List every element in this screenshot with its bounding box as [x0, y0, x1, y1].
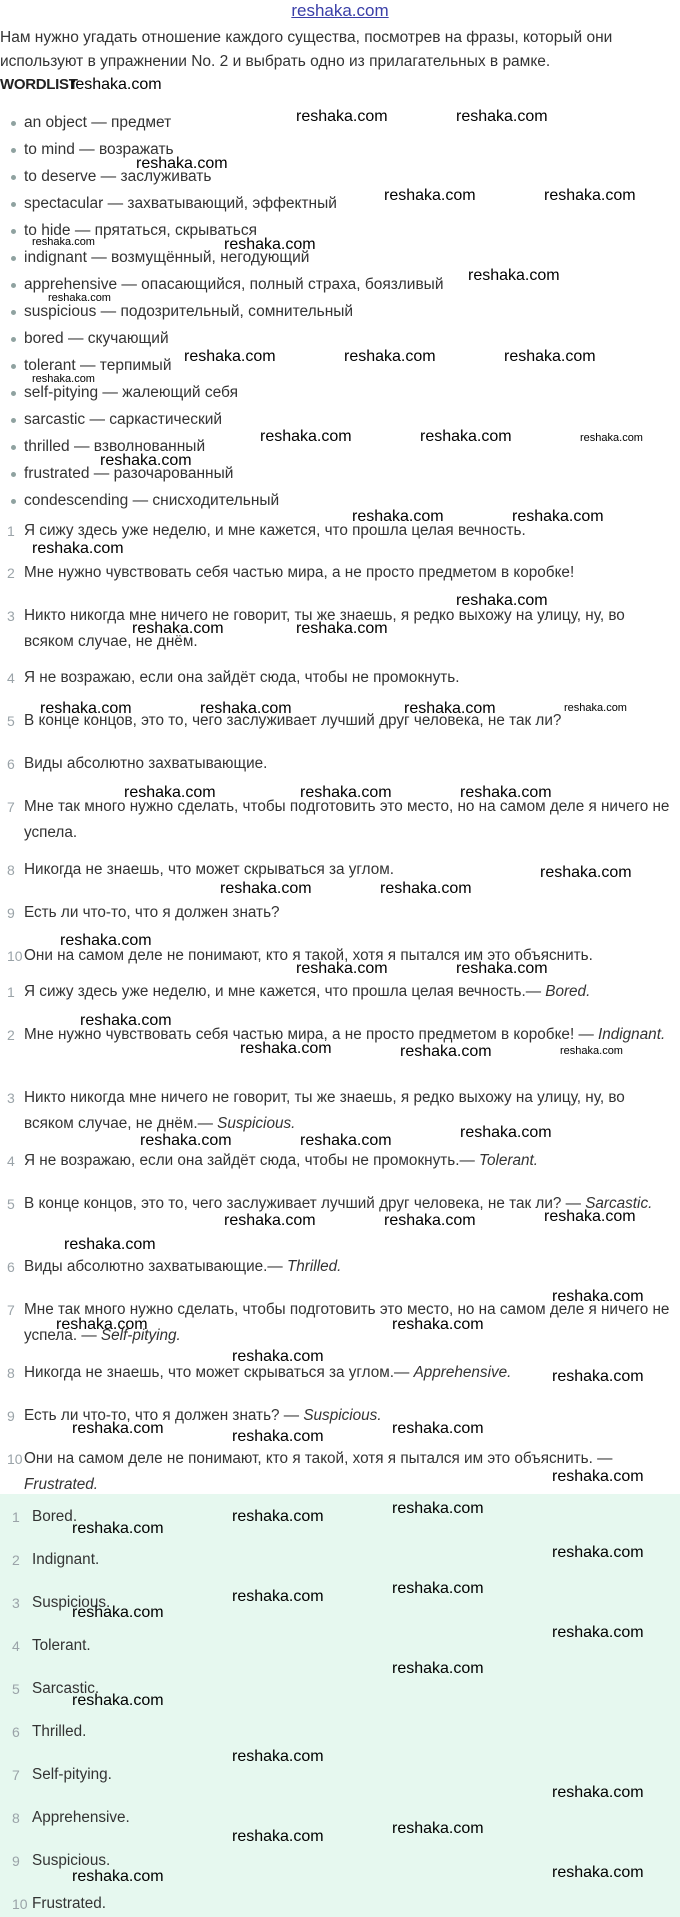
watermark: reshaka.com [544, 1208, 636, 1225]
watermark: reshaka.com [296, 620, 388, 637]
wordlist-item: thrilled — взволнованный [0, 436, 680, 463]
watermark: reshaka.com [220, 880, 312, 897]
watermark: reshaka.com [392, 1580, 484, 1597]
watermark: reshaka.com [552, 1864, 644, 1881]
watermark: reshaka.com [60, 932, 152, 949]
bullet-icon [11, 229, 16, 234]
watermark: reshaka.com [552, 1784, 644, 1801]
watermark: reshaka.com [140, 1132, 232, 1149]
watermark: reshaka.com [72, 1868, 164, 1885]
bullet-icon [11, 364, 16, 369]
watermark: reshaka.com [132, 620, 224, 637]
watermark: reshaka.com [100, 452, 192, 469]
bullet-icon [11, 472, 16, 477]
watermark: reshaka.com [232, 1348, 324, 1365]
watermark: reshaka.com [80, 1012, 172, 1029]
bullet-icon [11, 121, 16, 126]
bullet-icon [11, 499, 16, 504]
watermark: reshaka.com [468, 267, 560, 284]
watermark: reshaka.com [456, 108, 548, 125]
watermark: reshaka.com [200, 700, 292, 717]
answers-block: 1 Bored. 2 Indignant. 3 Suspicious. 4 Tolerant. 5 Sarcastic. 6 Thrilled. 7 Self-pitying. 8 Apprehensive. 9 Suspicious. 10 Frustrated. [0, 1494, 680, 1917]
bullet-icon [11, 202, 16, 207]
watermark: reshaka.com [72, 1520, 164, 1537]
watermark: reshaka.com [232, 1428, 324, 1445]
watermark: reshaka.com [560, 1045, 623, 1057]
watermark: reshaka.com [552, 1624, 644, 1641]
watermark: reshaka.com [224, 236, 316, 253]
wordlist-item: apprehensive — опасающийся, полный страха, боязливый [0, 274, 680, 301]
wordlist-item: tolerant — терпимый [0, 355, 680, 382]
watermark: reshaka.com [70, 76, 162, 93]
watermark: reshaka.com [420, 428, 512, 445]
bullet-icon [11, 418, 16, 423]
watermark: reshaka.com [544, 187, 636, 204]
watermark: reshaka.com [48, 292, 111, 304]
bullet-icon [11, 256, 16, 261]
wordlist-item: frustrated — разочарованный [0, 463, 680, 490]
watermark: reshaka.com [232, 1748, 324, 1765]
bullet-icon [11, 391, 16, 396]
watermark: reshaka.com [392, 1820, 484, 1837]
watermark: reshaka.com [352, 508, 444, 525]
watermark: reshaka.com [380, 880, 472, 897]
watermark: reshaka.com [392, 1420, 484, 1437]
watermark: reshaka.com [32, 236, 95, 248]
watermark: reshaka.com [224, 1212, 316, 1229]
wordlist-item: suspicious — подозрительный, сомнительный [0, 301, 680, 328]
wordlist-item: bored — скучающий [0, 328, 680, 355]
wordlist-title: WORDLIST [0, 76, 78, 93]
watermark: reshaka.com [136, 155, 228, 172]
watermark: reshaka.com [32, 540, 124, 557]
watermark: reshaka.com [512, 508, 604, 525]
watermark: reshaka.com [72, 1420, 164, 1437]
wordlist-item: condescending — снисходительный [0, 490, 680, 517]
watermark: reshaka.com [400, 1043, 492, 1060]
watermark: reshaka.com [56, 1316, 148, 1333]
watermark: reshaka.com [404, 700, 496, 717]
watermark: reshaka.com [240, 1040, 332, 1057]
bullet-icon [11, 175, 16, 180]
watermark: reshaka.com [392, 1316, 484, 1333]
watermark: reshaka.com [392, 1500, 484, 1517]
watermark: reshaka.com [580, 432, 643, 444]
wordlist-item: to deserve — заслуживать [0, 166, 680, 193]
watermark: reshaka.com [64, 1236, 156, 1253]
bullet-icon [11, 283, 16, 288]
watermark: reshaka.com [384, 1212, 476, 1229]
watermark: reshaka.com [72, 1604, 164, 1621]
wordlist-item: indignant — возмущённый, негодующий [0, 247, 680, 274]
wordlist-item: spectacular — захватывающий, эффектный [0, 193, 680, 220]
watermark: reshaka.com [392, 1660, 484, 1677]
watermark: reshaka.com [552, 1368, 644, 1385]
watermark: reshaka.com [564, 702, 627, 714]
watermark: reshaka.com [32, 373, 95, 385]
watermark: reshaka.com [300, 784, 392, 801]
watermark: reshaka.com [72, 1692, 164, 1709]
watermark: reshaka.com [540, 864, 632, 881]
watermark: reshaka.com [260, 428, 352, 445]
watermark: reshaka.com [296, 960, 388, 977]
bullet-icon [11, 445, 16, 450]
wordlist-item: self-pitying — жалеющий себя [0, 382, 680, 409]
watermark: reshaka.com [384, 187, 476, 204]
wordlist-item: sarcastic — саркастический [0, 409, 680, 436]
watermark: reshaka.com [232, 1828, 324, 1845]
watermark: reshaka.com [300, 1132, 392, 1149]
watermark: reshaka.com [552, 1544, 644, 1561]
wordlist-item: to hide — прятаться, скрываться [0, 220, 680, 247]
watermark: reshaka.com [296, 108, 388, 125]
watermark: reshaka.com [184, 348, 276, 365]
bullet-icon [11, 148, 16, 153]
task-intro: Нам нужно угадать отношение каждого существа, посмотрев на фразы, который они используют в упражнении No. 2 и выбрать одно из прилагательных в рамке. [0, 29, 613, 70]
watermark: reshaka.com [124, 784, 216, 801]
watermark: reshaka.com [344, 348, 436, 365]
wordlist-item: an object — предмет [0, 112, 680, 139]
watermark: reshaka.com [460, 784, 552, 801]
watermark: reshaka.com [552, 1468, 644, 1485]
site-header-link[interactable]: reshaka.com [291, 1, 389, 20]
watermark: reshaka.com [40, 700, 132, 717]
watermark: reshaka.com [456, 960, 548, 977]
bullet-icon [11, 310, 16, 315]
bullet-icon [11, 337, 16, 342]
watermark: reshaka.com [460, 1124, 552, 1141]
watermark: reshaka.com [504, 348, 596, 365]
watermark: reshaka.com [456, 592, 548, 609]
watermark: reshaka.com [232, 1508, 324, 1525]
wordlist-item: to mind — возражать [0, 139, 680, 166]
watermark: reshaka.com [552, 1288, 644, 1305]
watermark: reshaka.com [232, 1588, 324, 1605]
